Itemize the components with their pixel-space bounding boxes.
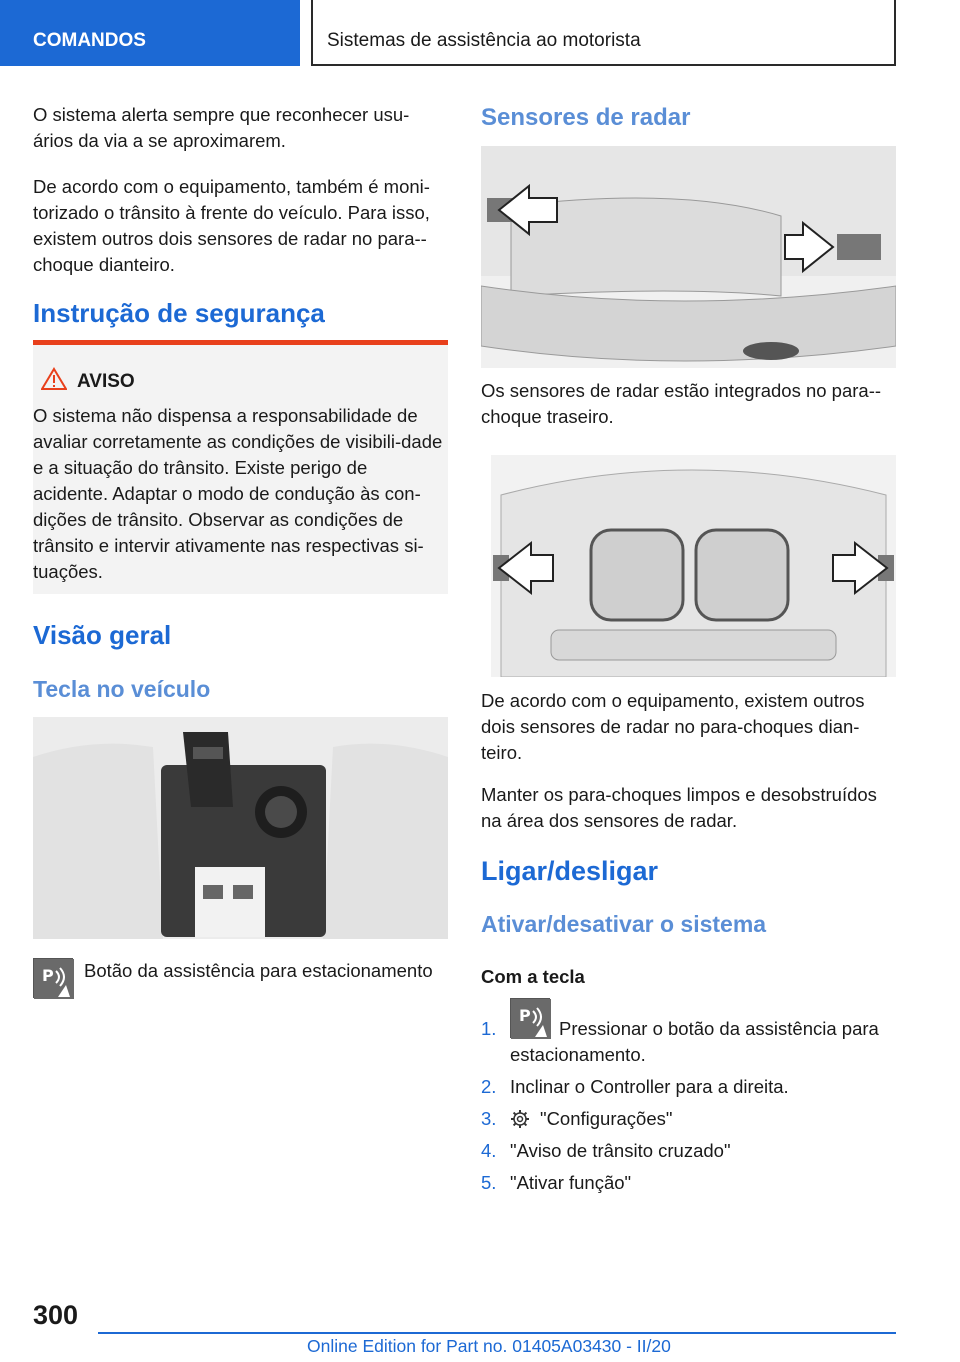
button-caption: Botão da assistência para estacionamento	[84, 960, 433, 981]
step-text: Inclinar o Controller para a direita.	[510, 1076, 789, 1097]
page-header	[0, 0, 960, 66]
safety-heading: Instrução de segurança	[33, 298, 325, 328]
step-text: "Aviso de trânsito cruzado"	[510, 1140, 731, 1161]
warning-box	[33, 340, 448, 594]
key-heading: Tecla no veículo	[33, 676, 211, 702]
center-console-image	[33, 717, 448, 939]
footer-divider	[98, 1332, 896, 1334]
park-assist-icon	[33, 958, 73, 998]
step-number: 4.	[481, 1140, 497, 1161]
svg-text:P: P	[519, 1006, 531, 1025]
overview-heading: Visão geral	[33, 620, 172, 650]
radar-heading: Sensores de radar	[481, 104, 691, 131]
activate-heading: Ativar/desativar o sistema	[481, 911, 767, 937]
step-number: 2.	[481, 1076, 497, 1097]
front-bumper-image	[491, 455, 896, 677]
warning-title: AVISO	[77, 371, 135, 392]
intro-paragraph-1: O sistema alerta sempre que reconhecer usu-ários da via a se aproximarem.	[33, 104, 410, 151]
step-number: 5.	[481, 1172, 497, 1193]
step-number: 1.	[481, 1018, 497, 1039]
step-text: "Configurações"	[540, 1108, 673, 1129]
page-number: 300	[33, 1300, 79, 1330]
intro-paragraph-2: De acordo com o equipamento, também é moni-torizado o trânsito à frente do veículo. Para isso, existem outros dois sensores de radar no para--choque dianteiro.	[33, 176, 430, 275]
step-text: "Ativar função"	[510, 1172, 632, 1193]
with-key-label: Com a tecla	[481, 966, 585, 987]
section-tab: COMANDOS	[0, 0, 300, 66]
warning-text: O sistema não dispensa a responsabilidade de avaliar corretamente as condições de visibili-dade e a situação do trânsito. Existe perigo de acidente. Adaptar o modo de condução às con-dições de trânsito. Observar as condições de trânsito e intervir ativamente nas respectivas si-tuações.	[33, 405, 443, 582]
gear-icon	[510, 1109, 530, 1129]
clean-text: Manter os para-choques limpos e desobstruídos na área dos sensores de radar.	[481, 784, 877, 831]
front-caption: De acordo com o equipamento, existem outros dois sensores de radar no para-choques dian-teiro.	[481, 690, 865, 763]
edition-link[interactable]: Online Edition for Part no. 01405A03430 - II/20	[307, 1336, 671, 1356]
chapter-title: Sistemas de assistência ao motorista	[311, 0, 896, 66]
onoff-heading: Ligar/desligar	[481, 856, 659, 886]
rear-bumper-image	[481, 146, 896, 368]
rear-caption: Os sensores de radar estão integrados no para--choque traseiro.	[481, 380, 882, 427]
svg-text:P: P	[42, 966, 54, 985]
step-text: Pressionar o botão da assistência para estacionamento.	[510, 1018, 879, 1065]
warning-triangle-icon	[41, 367, 67, 391]
step-number: 3.	[481, 1108, 497, 1129]
